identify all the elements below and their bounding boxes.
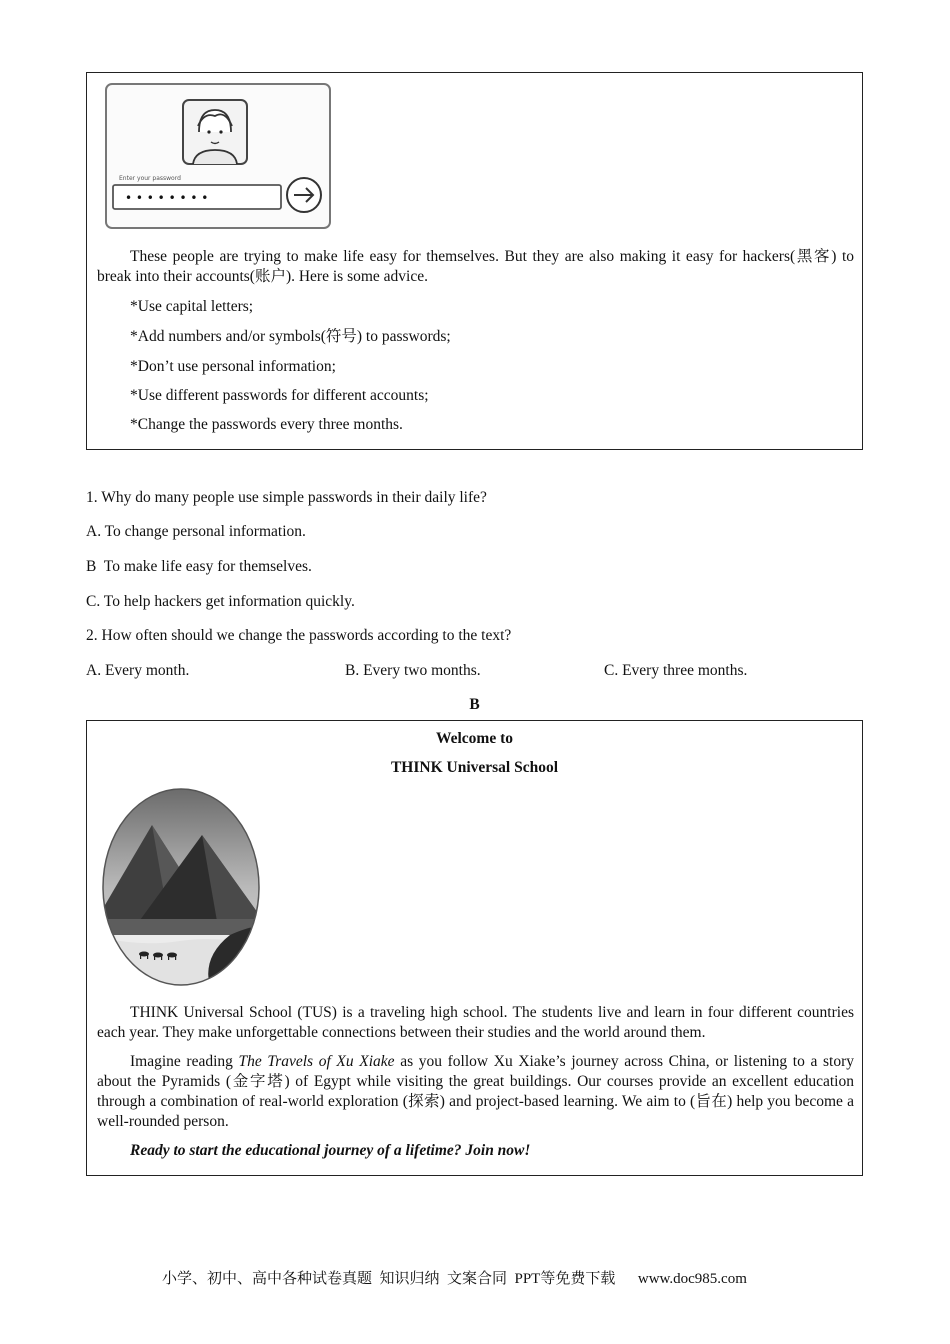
question-1-stem: 1. Why do many people use simple passwords in their daily life? — [86, 489, 487, 506]
question-2-option-c[interactable]: C. Every three months. — [604, 662, 748, 679]
password-hint: Enter your password — [119, 175, 181, 182]
question-1-option-a[interactable]: A. To change personal information. — [86, 523, 306, 540]
question-2-stem: 2. How often should we change the passwords according to the text? — [86, 627, 512, 644]
advice-item: *Use capital letters; — [130, 298, 254, 315]
question-2-option-a[interactable]: A. Every month. — [86, 662, 190, 679]
advice-item: *Change the passwords every three months. — [130, 416, 403, 433]
question-2-option-b[interactable]: B. Every two months. — [345, 662, 481, 679]
footer-text — [162, 1269, 747, 1289]
welcome-title: Welcome to — [435, 730, 514, 747]
passage-b-paragraph-2 — [97, 1052, 854, 1132]
section-b-label: B — [469, 696, 480, 713]
book-title: The Travels of Xu Xiake — [238, 1053, 395, 1070]
school-name-title: THINK Universal School — [390, 759, 559, 776]
pyramids-photo — [100, 787, 262, 987]
question-1-option-b[interactable]: B To make life easy for themselves. — [86, 558, 312, 575]
call-to-action: Ready to start the educational journey of a lifetime? Join now! — [130, 1142, 531, 1159]
advice-item: *Add numbers and/or symbols(符号) to passwords; — [130, 328, 451, 345]
footer-url[interactable]: www.doc985.com — [637, 1271, 747, 1287]
advice-item: *Don’t use personal information; — [130, 358, 336, 375]
passage-b-paragraph-1: THINK Universal School (TUS) is a traveling high school. The students live and learn in four different countries each year. They make unforgettable connections between their studies and the world around them. — [97, 1004, 854, 1041]
question-1-option-c[interactable]: C. To help hackers get information quickly. — [86, 593, 355, 610]
user-avatar-icon — [183, 100, 247, 164]
footer-description: 小学、初中、高中各种试卷真题 知识归纳 文案合同 PPT等免费下载 — [162, 1271, 616, 1287]
password-mask: • • • • • • • • — [125, 191, 209, 205]
para2-body: as you follow Xu Xiake’s journey across China, or listening to a story about the Pyramids (金字塔) of Egypt while visiting the great buildings. Our courses provide an excellent education through a combination of real-world exploration (探索) and project-based learning. We aim to (旨在) help you become a well-rounded person. — [97, 1053, 855, 1130]
para2-lead: Imagine reading — [130, 1053, 239, 1070]
arrow-right-circle-icon — [287, 178, 321, 212]
login-illustration — [103, 80, 335, 232]
advice-item: *Use different passwords for different accounts; — [130, 387, 429, 404]
passage-a-paragraph: These people are trying to make life easy for themselves. But they are also making it easy for hackers(黑客) to break into their accounts(账户). Here is some advice. — [97, 248, 854, 285]
